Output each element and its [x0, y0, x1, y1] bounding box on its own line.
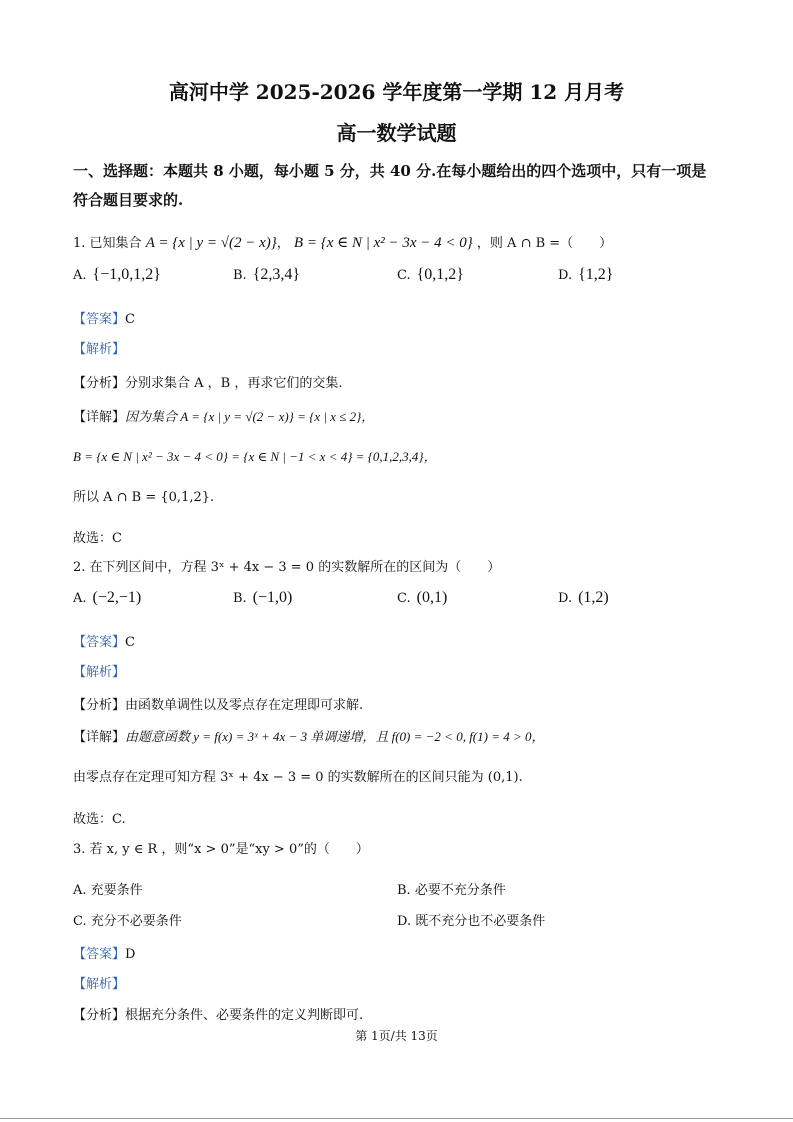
q1-detail-3: 所以 A ∩ B = {0,1,2}.	[73, 490, 215, 505]
q2-detail-1: 【详解】由题意函数 y = f(x) = 3ˣ + 4x − 3 单调递增，且 f(0) = −2 < 0, f(1) = 4 > 0，	[73, 729, 545, 745]
q3-option-b: B. 必要不充分条件	[397, 883, 506, 898]
question-3	[73, 838, 369, 857]
q1-choice: 故选：C	[73, 531, 122, 546]
q3-fenxi: 【分析】根据充分条件、必要条件的定义判断即可.	[73, 1008, 364, 1023]
q1-fenxi: 【分析】分别求集合 A ，B ，再求它们的交集.	[73, 376, 343, 391]
question-text: 在下列区间中，方程 3ˣ + 4x − 3 = 0 的实数解所在的区间为（ ）	[89, 560, 501, 575]
q2-option-c: C. (0,1)	[397, 589, 448, 606]
exam-subtitle: 高一数学试题	[336, 121, 457, 145]
q2-option-b: B. (−1,0)	[233, 589, 293, 606]
q1-detail-1: 【详解】因为集合 A = {x | y = √(2 − x)} = {x | x ≤ 2}，	[73, 409, 375, 425]
section-intro-line1: 一、选择题：本题共 8 小题，每小题 5 分，共 40 分.在每小题给出的四个选项中，只有一项是	[73, 162, 707, 180]
q1-option-a: A. {−1,0,1,2}	[73, 266, 161, 283]
q3-option-d: D. 既不充分也不必要条件	[397, 914, 546, 929]
q1-answer: 【答案】C	[73, 312, 135, 327]
q3-option-c: C. 充分不必要条件	[73, 914, 182, 929]
q2-answer: 【答案】C	[73, 635, 135, 650]
page-footer: 第 1页/共 13页	[355, 1029, 438, 1043]
q1-option-c: C. {0,1,2}	[397, 266, 464, 283]
question-1: 1. 已知集合 A = {x | y = √(2 − x)}， B = {x ∈ N | x² − 3x − 4 < 0} ，则 A ∩ B =（ ）	[73, 235, 613, 251]
question-number: 1.	[73, 236, 86, 251]
section-intro-line2: 符合题目要求的.	[73, 191, 184, 209]
q2-fenxi: 【分析】由函数单调性以及零点存在定理即可求解.	[73, 698, 364, 713]
q2-choice: 故选：C.	[73, 812, 126, 827]
q3-answer: 【答案】D	[73, 947, 136, 962]
question-number: 3.	[73, 842, 86, 857]
q2-option-a: A. (−2,−1)	[73, 589, 142, 606]
set-b: B = {x ∈ N | x² − 3x − 4 < 0}	[293, 235, 473, 251]
q1-detail-2: B = {x ∈ N | x² − 3x − 4 < 0} = {x ∈ N | −1 < x < 4} = {0,1,2,3,4}，	[73, 449, 437, 464]
question-tail: ，则 A ∩ B =（ ）	[476, 236, 613, 251]
q2-option-d: D. (1,2)	[558, 589, 609, 606]
q2-detail-2: 由零点存在定理可知方程 3ˣ + 4x − 3 = 0 的实数解所在的区间只能为 (0,1).	[73, 770, 523, 785]
question-2	[73, 556, 500, 575]
page-bottom-rule	[0, 1118, 793, 1119]
question-text: 已知集合	[89, 236, 142, 251]
set-a: A = {x | y = √(2 − x)}	[145, 235, 277, 251]
q1-analysis-tag: 【解析】	[73, 342, 126, 357]
q3-analysis-tag: 【解析】	[73, 977, 126, 992]
q1-option-b: B. {2,3,4}	[233, 266, 301, 283]
q1-option-d: D. {1,2}	[558, 266, 614, 283]
q2-analysis-tag: 【解析】	[73, 665, 126, 680]
question-number: 2.	[73, 560, 86, 575]
question-text: 若 x, y ∈ R ，则“x > 0”是“xy > 0”的（ ）	[89, 842, 369, 857]
exam-title: 高河中学 2025-2026 学年度第一学期 12 月月考	[168, 80, 625, 104]
q3-option-a: A. 充要条件	[73, 883, 143, 898]
